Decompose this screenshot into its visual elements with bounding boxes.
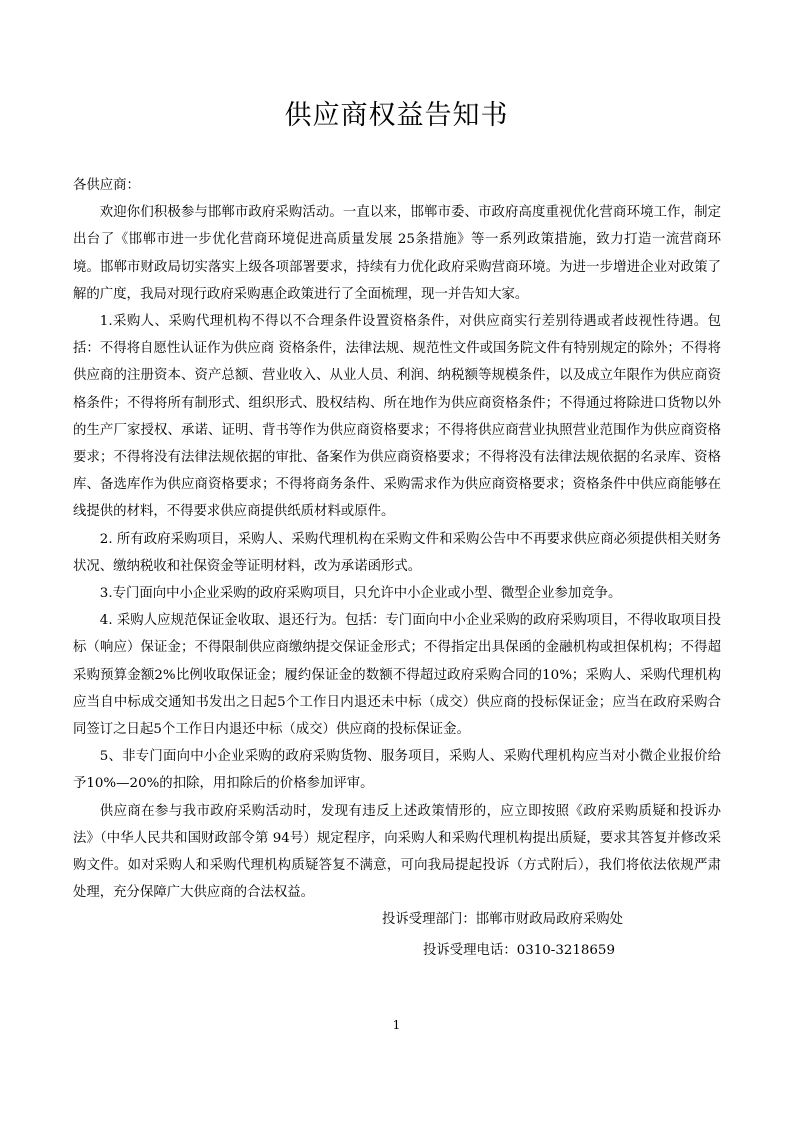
document-body bbox=[73, 172, 721, 964]
paragraph-item-2: 2. 所有政府采购项目，采购人、采购代理机构在采购文件和采购公告中不再要求供应商必须提供相关财务状况、缴纳税收和社保资金等证明材料，改为承诺函形式。 bbox=[73, 531, 721, 574]
salutation: 各供应商： bbox=[73, 178, 140, 193]
page-number: 1 bbox=[392, 1018, 401, 1032]
paragraph-item-1: 1.采购人、采购代理机构不得以不合理条件设置资格条件，对供应商实行差别待遇或者歧视性待遇。包括：不得将自愿性认证作为供应商 资格条件，法律法规、规范性文件或国务院文件有特别规定的除外；不得将供应商的注册资本、资产总额、营业收入、从业人员、利润、纳税额等规模条件，以及成立年限作为供应商资格条件；不得将所有制形式、组织形式、股权结构、所在地作为供应商资格条件；不得通过将除进口货物以外的生产厂家授权、承诺、证明、背书等作为供应商资格要求；不得将供应商营业执照营业范围作为供应商资格要求；不得将没有法律法规依据的审批、备案作为供应商资格要求；不得将没有法律法规依据的名录库、资格库、备选库作为供应商资格要求；不得将商务条件、采购需求作为供应商资格要求；资格条件中供应商能够在线提供的材料，不得要求供应商提供纸质材料或原件。 bbox=[73, 314, 721, 520]
paragraph-item-5: 5、非专门面向中小企业采购的政府采购货物、服务项目，采购人、采购代理机构应当对小微企业报价给予10%—20%的扣除，用扣除后的价格参加评审。 bbox=[73, 749, 721, 792]
document-title: 供应商权益告知书 bbox=[284, 100, 509, 131]
paragraph-closing: 供应商在参与我市政府采购活动时，发现有违反上述政策情形的，应立即按照《政府采购质疑和投诉办法》（中华人民共和国财政部令第 94号）规定程序，向采购人和采购代理机构提出质疑，要求其答复并修改采购文件。如对采购人和采购代理机构质疑答复不满意，可向我局提起投诉（方式附后），我们将依法依规严肃处理，充分保障广大供应商的合法权益。 bbox=[73, 803, 721, 901]
paragraph-intro: 欢迎你们积极参与邯郸市政府采购活动。一直以来，邯郸市委、市政府高度重视优化营商环境工作，制定出台了《邯郸市进一步优化营商环境促进高质量发展 25条措施》等一系列政策措施，致力打造一流营商环境。邯郸市财政局切实落实上级各项部署要求，持续有力优化政府采购营商环境。为进一步增进企业对政策了解的广度，我局对现行政府采购惠企政策进行了全面梳理，现一并告知大家。 bbox=[73, 205, 721, 302]
paragraph-item-3: 3.专门面向中小企业采购的政府采购项目，只允许中小企业或小型、微型企业参加竞争。 bbox=[99, 586, 622, 602]
paragraph-item-4: 4. 采购人应规范保证金收取、退还行为。包括：专门面向中小企业采购的政府采购项目，不得收取项目投标（响应）保证金；不得限制供应商缴纳提交保证金形式；不得指定出具保函的金融机构或担保机构；不得超采购预算金额2%比例收取保证金；履约保证金的数额不得超过政府采购合同的10%；采购人、采购代理机构应当自中标成交通知书发出之日起5个工作日内退还未中标（成交）供应商的投标保证金；应当在政府采购合同签订之日起5个工作日内退还中标（成交）供应商的投标保证金。 bbox=[73, 613, 721, 738]
complaint-phone: 投诉受理电话：0310-3218659 bbox=[423, 942, 615, 958]
complaint-department: 投诉受理部门：邯郸市财政局政府采购处 bbox=[382, 912, 624, 928]
